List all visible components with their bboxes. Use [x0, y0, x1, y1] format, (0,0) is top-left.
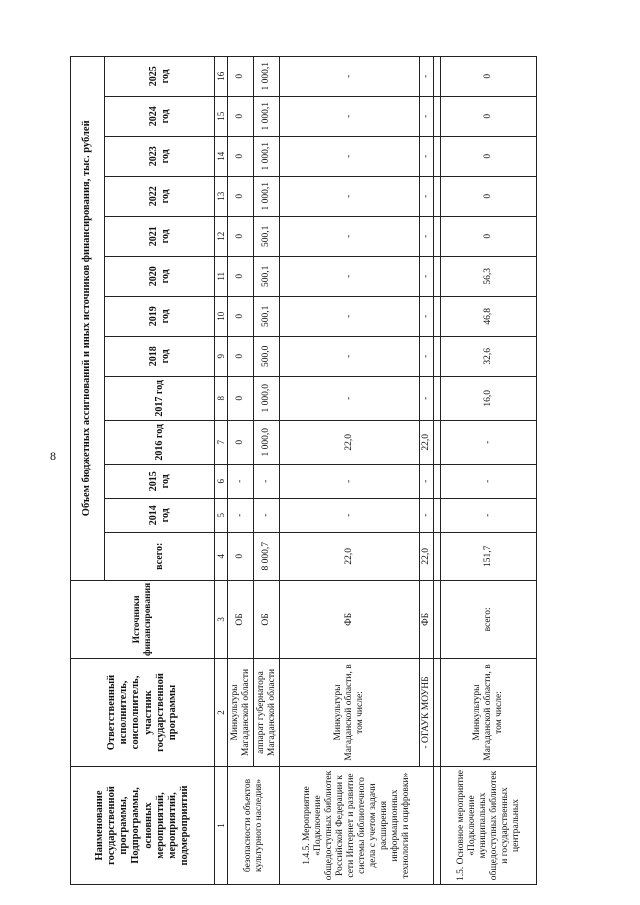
column-number: 7	[215, 420, 228, 464]
header-year: 2020 год	[105, 256, 215, 296]
year-value: 0	[228, 56, 254, 96]
table-row	[254, 56, 280, 884]
header-name: Наименование государственной программы, Подпрограммы, основных мероприятий, мероприятий, подмероприятий	[71, 767, 215, 885]
row-responsible: Минкультуры Магаданской области, в том числе:	[280, 659, 420, 767]
year-value: 0	[441, 96, 537, 136]
year-value: 1 000,0	[254, 420, 280, 464]
column-number: 5	[215, 498, 228, 532]
row-responsible: аппарат губернатора Магаданской области	[254, 659, 280, 767]
year-value: 22,0	[280, 420, 420, 464]
row-source: ФБ	[420, 580, 434, 658]
column-number: 2	[215, 659, 228, 767]
header-year: 2015 год	[105, 464, 215, 498]
year-value: -	[280, 256, 420, 296]
year-value: -	[441, 420, 537, 464]
year-value: 0	[441, 216, 537, 256]
row-total: 8 000,7	[254, 532, 280, 580]
year-value: 0	[441, 136, 537, 176]
year-value: -	[228, 464, 254, 498]
year-value: -	[280, 376, 420, 420]
year-value: 500,1	[254, 256, 280, 296]
header-responsible: Ответственный исполнитель, соисполнитель, участник государственной программы	[71, 659, 215, 767]
column-number: 8	[215, 376, 228, 420]
row-total: 0	[228, 532, 254, 580]
row-total: 22,0	[280, 532, 420, 580]
year-value: 1 000,1	[254, 136, 280, 176]
row-name: безопасности объектов культурного наследия»	[228, 767, 280, 885]
year-value: 500,0	[254, 336, 280, 376]
column-number: 10	[215, 296, 228, 336]
year-value: 0	[228, 176, 254, 216]
year-value: -	[228, 498, 254, 532]
column-number: 16	[215, 56, 228, 96]
header-year: 2016 год	[105, 420, 215, 464]
year-value: -	[280, 56, 420, 96]
year-value: -	[420, 176, 434, 216]
year-value: 0	[441, 176, 537, 216]
column-number: 14	[215, 136, 228, 176]
column-number: 13	[215, 176, 228, 216]
column-number: 11	[215, 256, 228, 296]
year-value: 1 000,1	[254, 56, 280, 96]
year-value: 0	[228, 420, 254, 464]
year-value: 1 000,1	[254, 176, 280, 216]
year-value: -	[420, 296, 434, 336]
header-year: 2021 год	[105, 216, 215, 256]
column-number: 12	[215, 216, 228, 256]
header-source: Источники финансирования	[71, 580, 215, 658]
column-number: 9	[215, 336, 228, 376]
year-value: -	[441, 464, 537, 498]
year-value: -	[280, 176, 420, 216]
year-value: -	[420, 56, 434, 96]
year-value: 16,0	[441, 376, 537, 420]
year-value: -	[280, 136, 420, 176]
year-value: -	[420, 376, 434, 420]
year-value: 0	[228, 96, 254, 136]
header-year: 2024 год	[105, 96, 215, 136]
year-value: 22,0	[420, 420, 434, 464]
header-year: 2019 год	[105, 296, 215, 336]
year-value: 0	[228, 376, 254, 420]
year-value: 0	[228, 256, 254, 296]
year-value: 56,3	[441, 256, 537, 296]
year-value: -	[420, 136, 434, 176]
year-value: -	[280, 96, 420, 136]
year-value: 46,8	[441, 296, 537, 336]
header-total: всего:	[105, 532, 215, 580]
year-value: 500,1	[254, 216, 280, 256]
year-value: 0	[228, 336, 254, 376]
year-value: 0	[228, 296, 254, 336]
row-source: ОБ	[254, 580, 280, 658]
column-number: 4	[215, 532, 228, 580]
table-separator-row	[434, 56, 441, 884]
header-year: 2023 год	[105, 136, 215, 176]
year-value: 32,6	[441, 336, 537, 376]
row-responsible: Минкультуры Магаданской области	[228, 659, 254, 767]
year-value: -	[280, 498, 420, 532]
table-row	[441, 56, 537, 884]
year-value: -	[280, 296, 420, 336]
year-value: -	[420, 216, 434, 256]
header-volume: Объем бюджетных ассигнований и иных источников финансирования, тыс. рублей	[71, 56, 105, 580]
year-value: -	[441, 498, 537, 532]
year-value: -	[280, 464, 420, 498]
year-value: -	[420, 96, 434, 136]
header-year: 2017 год	[105, 376, 215, 420]
column-number: 15	[215, 96, 228, 136]
year-value: -	[420, 336, 434, 376]
row-name: 1.5. Основное мероприятие «Подключение муниципальных общедоступных библиотек и государственных центральных	[441, 767, 537, 885]
row-responsible: - ОГАУК МОУНБ	[420, 659, 434, 767]
year-value: -	[254, 464, 280, 498]
column-number: 3	[215, 580, 228, 658]
page-number: 8	[50, 449, 56, 463]
header-year: 2022 год	[105, 176, 215, 216]
table-row	[280, 56, 420, 884]
year-value: -	[254, 498, 280, 532]
year-value: 0	[441, 56, 537, 96]
row-responsible: Минкультуры Магаданской области, в том числе:	[441, 659, 537, 767]
column-number: 6	[215, 464, 228, 498]
year-value: 0	[228, 136, 254, 176]
table-row	[228, 56, 254, 884]
budget-table	[70, 56, 537, 885]
year-value: -	[420, 256, 434, 296]
row-total: 151,7	[441, 532, 537, 580]
column-number-row	[215, 56, 228, 884]
row-source: всего:	[441, 580, 537, 658]
year-value: 500,1	[254, 296, 280, 336]
year-value: -	[280, 336, 420, 376]
table-row	[420, 56, 434, 884]
header-year: 2025 год	[105, 56, 215, 96]
column-number: 1	[215, 767, 228, 885]
row-source: ФБ	[280, 580, 420, 658]
year-value: 1 000,1	[254, 96, 280, 136]
year-value: 0	[228, 216, 254, 256]
row-source: ОБ	[228, 580, 254, 658]
header-year: 2018 год	[105, 336, 215, 376]
row-name: 1.4.5. Мероприятие «Подключение общедоступных библиотек Российской Федерации к сети Интернет и развитие системы библиотечного дела с учетом задачи расширения информационных технологий и оцифровки»	[280, 767, 434, 885]
row-total: 22,0	[420, 532, 434, 580]
header-year: 2014 год	[105, 498, 215, 532]
year-value: -	[420, 464, 434, 498]
year-value: 1 000,0	[254, 376, 280, 420]
year-value: -	[280, 216, 420, 256]
year-value: -	[420, 498, 434, 532]
